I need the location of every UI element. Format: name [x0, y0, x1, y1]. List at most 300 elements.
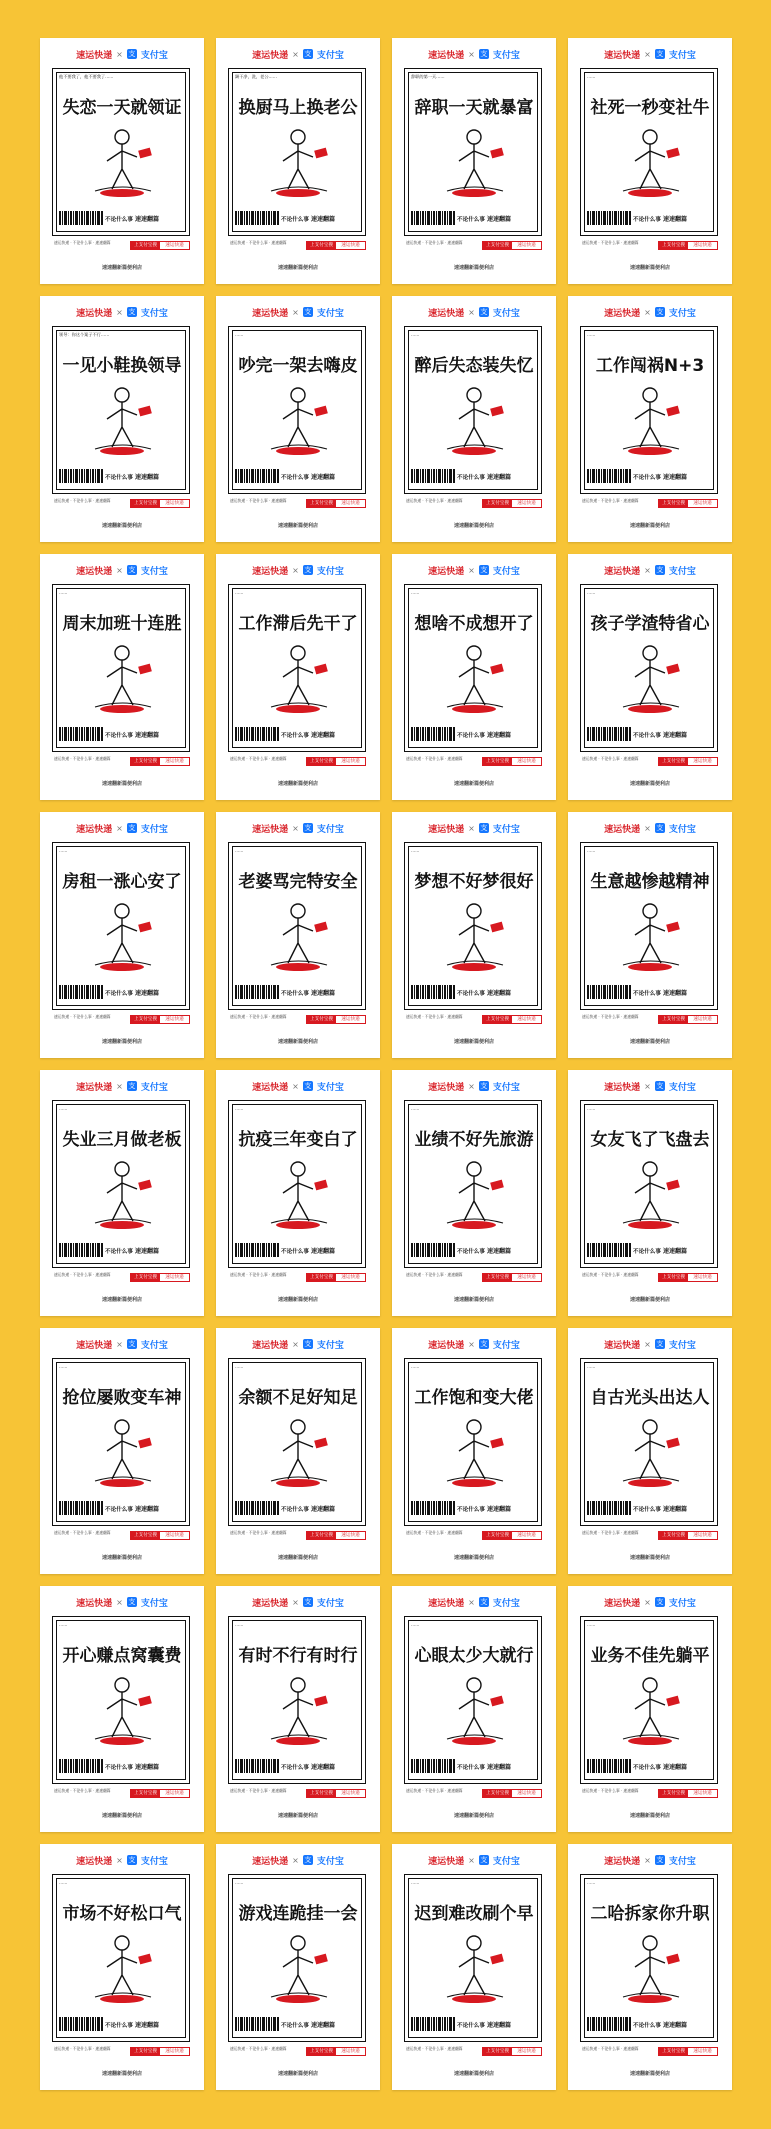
cta-secondary[interactable]: 速运快递 [341, 1275, 360, 1280]
poster-card-17[interactable] [40, 1070, 204, 1316]
logo-row [216, 562, 380, 578]
illustration [241, 377, 355, 459]
cta-primary[interactable]: 上支付宝搜 [659, 2048, 688, 2055]
tagline-right: 速速翻篇 [662, 1764, 687, 1771]
cta-secondary[interactable]: 速运快递 [517, 759, 536, 764]
cta-primary[interactable]: 上支付宝搜 [659, 1532, 688, 1539]
cta-primary[interactable]: 上支付宝搜 [483, 500, 512, 507]
search-cta[interactable] [306, 1531, 366, 1540]
illustration-figure [271, 1162, 327, 1223]
bottom-note: 速速翻新篇便利店 [101, 781, 142, 787]
cta-secondary[interactable]: 速运快递 [165, 1533, 184, 1538]
cta-primary[interactable]: 上支付宝搜 [659, 1274, 688, 1281]
search-cta[interactable] [306, 1273, 366, 1282]
logo-separator: × [292, 49, 299, 59]
tagline [633, 730, 715, 739]
poster-title: 开心赚点窝囊费 [62, 1646, 182, 1666]
search-cta[interactable] [482, 1789, 542, 1798]
cta-secondary[interactable]: 速运快递 [693, 2049, 712, 2054]
poster-card-10[interactable] [216, 554, 380, 800]
search-cta[interactable] [306, 1015, 366, 1024]
search-cta[interactable] [130, 241, 190, 250]
tagline [457, 472, 539, 481]
cta-secondary[interactable]: 速运快递 [693, 1791, 712, 1796]
poster-title: 房租一涨心安了 [62, 872, 182, 892]
barcode-icon [587, 727, 631, 741]
partner-logo: 支付宝 [140, 308, 168, 319]
cta-secondary[interactable]: 速运快递 [341, 243, 360, 248]
partner-logo: 支付宝 [492, 824, 520, 835]
search-cta[interactable] [306, 241, 366, 250]
logo-row [216, 46, 380, 62]
tagline-right: 速速翻篇 [486, 2022, 511, 2029]
tagline [281, 730, 363, 739]
barcode-icon [587, 211, 631, 225]
poster-card-2[interactable] [216, 38, 380, 284]
alipay-icon: 支 [656, 566, 664, 574]
cta-primary[interactable]: 上支付宝搜 [483, 758, 512, 765]
poster-frame [404, 1874, 542, 2042]
logo-row [216, 304, 380, 320]
logo-separator: × [468, 49, 475, 59]
poster-card-15[interactable] [392, 812, 556, 1058]
partner-logo: 支付宝 [668, 50, 696, 61]
poster-frame [580, 584, 718, 752]
search-cta[interactable] [130, 1531, 190, 1540]
poster-subtitle: …… [59, 1622, 68, 1627]
cta-secondary[interactable]: 速运快递 [165, 1275, 184, 1280]
poster-card-28[interactable] [568, 1586, 732, 1832]
poster-subtitle: …… [235, 590, 244, 595]
poster-subtitle: …… [587, 332, 596, 337]
cta-secondary[interactable]: 速运快递 [341, 2049, 360, 2054]
illustration [417, 893, 531, 975]
cta-secondary[interactable]: 速运快递 [165, 2049, 184, 2054]
logo-separator: × [116, 49, 123, 59]
poster-title: 失业三月做老板 [62, 1130, 182, 1150]
poster-card-11[interactable] [392, 554, 556, 800]
search-cta[interactable] [658, 1531, 718, 1540]
poster-frame [580, 1358, 718, 1526]
cta-secondary[interactable]: 速运快递 [341, 1791, 360, 1796]
poster-card-24[interactable] [568, 1328, 732, 1574]
alipay-icon: 支 [656, 824, 664, 832]
cta-primary[interactable]: 上支付宝搜 [131, 1016, 160, 1023]
search-cta[interactable] [482, 1273, 542, 1282]
poster-title: 业务不佳先躺平 [590, 1646, 710, 1666]
poster-subtitle: 辞职的第一天…… [411, 74, 445, 79]
search-cta[interactable] [130, 757, 190, 766]
search-cta[interactable] [482, 241, 542, 250]
illustration-accent [490, 406, 504, 417]
footnote: 速运快递 · 不论什么事 · 速速翻篇 [54, 1788, 111, 1793]
cta-primary[interactable]: 上支付宝搜 [483, 1532, 512, 1539]
cta-primary[interactable]: 上支付宝搜 [659, 1016, 688, 1023]
alipay-icon: 支 [480, 824, 488, 832]
partner-logo: 支付宝 [316, 566, 344, 577]
tagline-right: 速速翻篇 [310, 216, 335, 223]
tagline-right: 速速翻篇 [486, 1248, 511, 1255]
search-cta[interactable] [482, 1531, 542, 1540]
cta-secondary[interactable]: 速运快递 [517, 1017, 536, 1022]
cta-primary[interactable]: 上支付宝搜 [131, 1274, 160, 1281]
cta-primary[interactable]: 上支付宝搜 [307, 1790, 336, 1797]
illustration-shadow [276, 447, 320, 455]
poster-subtitle: …… [411, 1622, 420, 1627]
logo-row [40, 1594, 204, 1610]
partner-logo: 支付宝 [140, 824, 168, 835]
poster-frame [52, 1358, 190, 1526]
poster-card-31[interactable] [392, 1844, 556, 2090]
partner-logo: 支付宝 [140, 1082, 168, 1093]
poster-frame [404, 1616, 542, 1784]
bottom-note: 速速翻新篇便利店 [277, 1555, 318, 1561]
alipay-icon: 支 [480, 308, 488, 316]
poster-title: 有时不行有时行 [238, 1646, 358, 1666]
illustration-accent [138, 664, 152, 675]
cta-secondary[interactable]: 速运快递 [165, 243, 184, 248]
bottom-note: 速速翻新篇便利店 [277, 265, 318, 271]
app-logo: 速运快递 [604, 824, 641, 835]
illustration-shadow [452, 189, 496, 197]
tagline [457, 214, 539, 223]
bottom-note: 速速翻新篇便利店 [277, 1813, 318, 1819]
illustration-accent [314, 1696, 328, 1707]
barcode-icon [235, 469, 279, 483]
cta-secondary[interactable]: 速运快递 [517, 1275, 536, 1280]
cta-primary[interactable]: 上支付宝搜 [131, 1790, 160, 1797]
alipay-icon: 支 [304, 1598, 312, 1606]
search-cta[interactable] [306, 757, 366, 766]
logo-separator: × [292, 823, 299, 833]
footnote: 速运快递 · 不论什么事 · 速速翻篇 [582, 240, 639, 245]
tagline [633, 214, 715, 223]
cta-secondary[interactable]: 速运快递 [693, 1017, 712, 1022]
poster-title: 社死一秒变社牛 [590, 98, 710, 118]
cta-primary[interactable]: 上支付宝搜 [131, 1532, 160, 1539]
poster-card-29[interactable] [40, 1844, 204, 2090]
bottom-note: 速速翻新篇便利店 [629, 2071, 670, 2077]
cta-primary[interactable]: 上支付宝搜 [659, 500, 688, 507]
search-cta[interactable] [658, 2047, 718, 2056]
poster-card-12[interactable] [568, 554, 732, 800]
search-cta[interactable] [306, 499, 366, 508]
search-cta[interactable] [658, 499, 718, 508]
illustration-accent [138, 922, 152, 933]
barcode-icon [59, 1759, 103, 1773]
cta-primary[interactable]: 上支付宝搜 [131, 242, 160, 249]
illustration-shadow [452, 705, 496, 713]
poster-card-27[interactable] [392, 1586, 556, 1832]
cta-secondary[interactable]: 速运快递 [341, 1533, 360, 1538]
footnote: 速运快递 · 不论什么事 · 速速翻篇 [406, 1272, 463, 1277]
poster-card-26[interactable] [216, 1586, 380, 1832]
cta-secondary[interactable]: 速运快递 [517, 1791, 536, 1796]
partner-logo: 支付宝 [668, 1856, 696, 1867]
poster-card-14[interactable] [216, 812, 380, 1058]
app-logo: 速运快递 [428, 1340, 465, 1351]
illustration-figure [623, 1936, 679, 1997]
partner-logo: 支付宝 [492, 1340, 520, 1351]
poster-card-3[interactable] [392, 38, 556, 284]
tagline [281, 988, 363, 997]
partner-logo: 支付宝 [492, 1856, 520, 1867]
cta-secondary[interactable]: 速运快递 [693, 501, 712, 506]
poster-frame [228, 68, 366, 236]
poster-card-1[interactable] [40, 38, 204, 284]
tagline [457, 1246, 539, 1255]
partner-logo: 支付宝 [316, 1340, 344, 1351]
cta-primary[interactable]: 上支付宝搜 [483, 242, 512, 249]
poster-card-30[interactable] [216, 1844, 380, 2090]
search-cta[interactable] [130, 499, 190, 508]
cta-secondary[interactable]: 速运快递 [693, 243, 712, 248]
illustration-accent [138, 1180, 152, 1191]
app-logo: 速运快递 [428, 308, 465, 319]
partner-logo: 支付宝 [492, 1598, 520, 1609]
tagline-right: 速速翻篇 [486, 474, 511, 481]
cta-secondary[interactable]: 速运快递 [517, 1533, 536, 1538]
poster-subtitle: …… [411, 332, 420, 337]
bottom-note: 速速翻新篇便利店 [629, 1555, 670, 1561]
alipay-icon: 支 [304, 1856, 312, 1864]
logo-row [568, 1336, 732, 1352]
cta-primary[interactable]: 上支付宝搜 [483, 1790, 512, 1797]
poster-card-13[interactable] [40, 812, 204, 1058]
logo-separator: × [292, 1855, 299, 1865]
tagline-left: 不论什么事 [633, 2023, 661, 2029]
alipay-icon: 支 [128, 824, 136, 832]
partner-logo: 支付宝 [492, 1082, 520, 1093]
alipay-icon: 支 [304, 824, 312, 832]
poster-card-4[interactable] [568, 38, 732, 284]
search-cta[interactable] [658, 757, 718, 766]
footnote: 速运快递 · 不论什么事 · 速速翻篇 [230, 240, 287, 245]
logo-separator: × [116, 565, 123, 575]
tagline-left: 不论什么事 [457, 991, 485, 997]
tagline-right: 速速翻篇 [310, 1764, 335, 1771]
illustration-figure [95, 388, 151, 449]
logo-row [392, 820, 556, 836]
search-cta[interactable] [306, 1789, 366, 1798]
search-cta[interactable] [482, 2047, 542, 2056]
cta-secondary[interactable]: 速运快递 [693, 1275, 712, 1280]
cta-primary[interactable]: 上支付宝搜 [483, 1016, 512, 1023]
poster-card-7[interactable] [392, 296, 556, 542]
illustration-accent [138, 1438, 152, 1449]
partner-logo: 支付宝 [316, 1082, 344, 1093]
cta-primary[interactable]: 上支付宝搜 [307, 758, 336, 765]
logo-separator: × [644, 1855, 651, 1865]
illustration-figure [271, 646, 327, 707]
cta-secondary[interactable]: 速运快递 [693, 1533, 712, 1538]
barcode-icon [59, 2017, 103, 2031]
tagline [105, 1504, 187, 1513]
search-cta[interactable] [482, 757, 542, 766]
illustration [65, 1925, 179, 2007]
cta-secondary[interactable]: 速运快递 [165, 501, 184, 506]
search-cta[interactable] [658, 1015, 718, 1024]
cta-primary[interactable]: 上支付宝搜 [659, 758, 688, 765]
poster-card-16[interactable] [568, 812, 732, 1058]
barcode-icon [411, 1501, 455, 1515]
logo-row [392, 1336, 556, 1352]
poster-card-8[interactable] [568, 296, 732, 542]
footnote: 速运快递 · 不论什么事 · 速速翻篇 [582, 1272, 639, 1277]
cta-primary[interactable]: 上支付宝搜 [307, 1532, 336, 1539]
cta-primary[interactable]: 上支付宝搜 [659, 242, 688, 249]
illustration [593, 1925, 707, 2007]
poster-card-5[interactable] [40, 296, 204, 542]
partner-logo: 支付宝 [140, 1340, 168, 1351]
logo-row [216, 1336, 380, 1352]
search-cta[interactable] [130, 1789, 190, 1798]
cta-secondary[interactable]: 速运快递 [341, 501, 360, 506]
illustration-figure [271, 388, 327, 449]
partner-logo: 支付宝 [140, 1856, 168, 1867]
tagline [105, 472, 187, 481]
cta-primary[interactable]: 上支付宝搜 [483, 1274, 512, 1281]
poster-card-9[interactable] [40, 554, 204, 800]
bottom-note: 速速翻新篇便利店 [101, 1813, 142, 1819]
poster-card-32[interactable] [568, 1844, 732, 2090]
cta-primary[interactable]: 上支付宝搜 [483, 2048, 512, 2055]
tagline [105, 988, 187, 997]
illustration-accent [490, 1696, 504, 1707]
illustration-accent [490, 148, 504, 159]
poster-card-20[interactable] [568, 1070, 732, 1316]
poster-card-18[interactable] [216, 1070, 380, 1316]
barcode-icon [235, 211, 279, 225]
cta-secondary[interactable]: 速运快递 [165, 1017, 184, 1022]
search-cta[interactable] [130, 1015, 190, 1024]
illustration-figure [447, 1936, 503, 1997]
bottom-note: 速速翻新篇便利店 [277, 1297, 318, 1303]
cta-primary[interactable]: 上支付宝搜 [131, 500, 160, 507]
tagline-right: 速速翻篇 [662, 1506, 687, 1513]
illustration-accent [666, 1438, 680, 1449]
illustration-accent [314, 406, 328, 417]
app-logo: 速运快递 [252, 1598, 289, 1609]
bottom-note: 速速翻新篇便利店 [101, 265, 142, 271]
logo-row [216, 1852, 380, 1868]
cta-primary[interactable]: 上支付宝搜 [307, 500, 336, 507]
tagline-right: 速速翻篇 [310, 732, 335, 739]
bottom-note: 速速翻新篇便利店 [453, 265, 494, 271]
illustration-accent [490, 1954, 504, 1965]
illustration-shadow [100, 1479, 144, 1487]
illustration-shadow [628, 1737, 672, 1745]
footnote: 速运快递 · 不论什么事 · 速速翻篇 [582, 1788, 639, 1793]
logo-row [216, 1078, 380, 1094]
search-cta[interactable] [482, 1015, 542, 1024]
cta-secondary[interactable]: 速运快递 [517, 243, 536, 248]
illustration-shadow [100, 963, 144, 971]
poster-card-25[interactable] [40, 1586, 204, 1832]
search-cta[interactable] [130, 1273, 190, 1282]
search-cta[interactable] [482, 499, 542, 508]
cta-primary[interactable]: 上支付宝搜 [307, 2048, 336, 2055]
poster-card-22[interactable] [216, 1328, 380, 1574]
illustration-accent [666, 664, 680, 675]
cta-secondary[interactable]: 速运快递 [517, 501, 536, 506]
tagline-left: 不论什么事 [105, 1249, 133, 1255]
tagline-right: 速速翻篇 [134, 990, 159, 997]
app-logo: 速运快递 [604, 50, 641, 61]
cta-secondary[interactable]: 速运快递 [165, 759, 184, 764]
cta-primary[interactable]: 上支付宝搜 [307, 1274, 336, 1281]
cta-secondary[interactable]: 速运快递 [693, 759, 712, 764]
illustration [417, 1925, 531, 2007]
poster-title: 工作饱和变大佬 [414, 1388, 534, 1408]
footnote: 速运快递 · 不论什么事 · 速速翻篇 [230, 1788, 287, 1793]
bottom-note: 速速翻新篇便利店 [629, 265, 670, 271]
cta-primary[interactable]: 上支付宝搜 [307, 242, 336, 249]
poster-title: 抗疫三年变白了 [238, 1130, 358, 1150]
tagline-left: 不论什么事 [105, 217, 133, 223]
tagline-left: 不论什么事 [281, 217, 309, 223]
logo-separator: × [468, 1339, 475, 1349]
tagline [281, 1246, 363, 1255]
poster-subtitle: …… [587, 590, 596, 595]
illustration-shadow [452, 963, 496, 971]
poster-subtitle: …… [235, 1364, 244, 1369]
poster-subtitle: 踢干净，洗，老公…… [235, 74, 277, 79]
illustration-figure [95, 1678, 151, 1739]
poster-title: 孩子学渣特省心 [590, 614, 710, 634]
cta-primary[interactable]: 上支付宝搜 [659, 1790, 688, 1797]
poster-card-21[interactable] [40, 1328, 204, 1574]
illustration [593, 1409, 707, 1491]
poster-title: 业绩不好先旅游 [414, 1130, 534, 1150]
search-cta[interactable] [306, 2047, 366, 2056]
search-cta[interactable] [130, 2047, 190, 2056]
cta-secondary[interactable]: 速运快递 [341, 759, 360, 764]
cta-secondary[interactable]: 速运快递 [341, 1017, 360, 1022]
tagline-right: 速速翻篇 [662, 2022, 687, 2029]
poster-subtitle: …… [59, 1364, 68, 1369]
cta-primary[interactable]: 上支付宝搜 [131, 758, 160, 765]
tagline-left: 不论什么事 [105, 991, 133, 997]
search-cta[interactable] [658, 241, 718, 250]
barcode-icon [587, 985, 631, 999]
illustration-accent [314, 664, 328, 675]
search-cta[interactable] [658, 1273, 718, 1282]
logo-row [568, 304, 732, 320]
cta-secondary[interactable]: 速运快递 [165, 1791, 184, 1796]
cta-secondary[interactable]: 速运快递 [517, 2049, 536, 2054]
poster-subtitle: …… [411, 1880, 420, 1885]
poster-card-6[interactable] [216, 296, 380, 542]
poster-title: 心眼太少大就行 [414, 1646, 534, 1666]
poster-card-23[interactable] [392, 1328, 556, 1574]
poster-title: 吵完一架去嗨皮 [238, 356, 358, 376]
partner-logo: 支付宝 [316, 50, 344, 61]
tagline-left: 不论什么事 [105, 733, 133, 739]
cta-primary[interactable]: 上支付宝搜 [131, 2048, 160, 2055]
logo-row [568, 46, 732, 62]
cta-primary[interactable]: 上支付宝搜 [307, 1016, 336, 1023]
tagline [105, 2020, 187, 2029]
illustration-figure [95, 1162, 151, 1223]
partner-logo: 支付宝 [668, 1598, 696, 1609]
app-logo: 速运快递 [252, 1856, 289, 1867]
footnote: 速运快递 · 不论什么事 · 速速翻篇 [582, 1014, 639, 1019]
footnote: 速运快递 · 不论什么事 · 速速翻篇 [54, 1530, 111, 1535]
poster-card-19[interactable] [392, 1070, 556, 1316]
alipay-icon: 支 [656, 1598, 664, 1606]
search-cta[interactable] [658, 1789, 718, 1798]
